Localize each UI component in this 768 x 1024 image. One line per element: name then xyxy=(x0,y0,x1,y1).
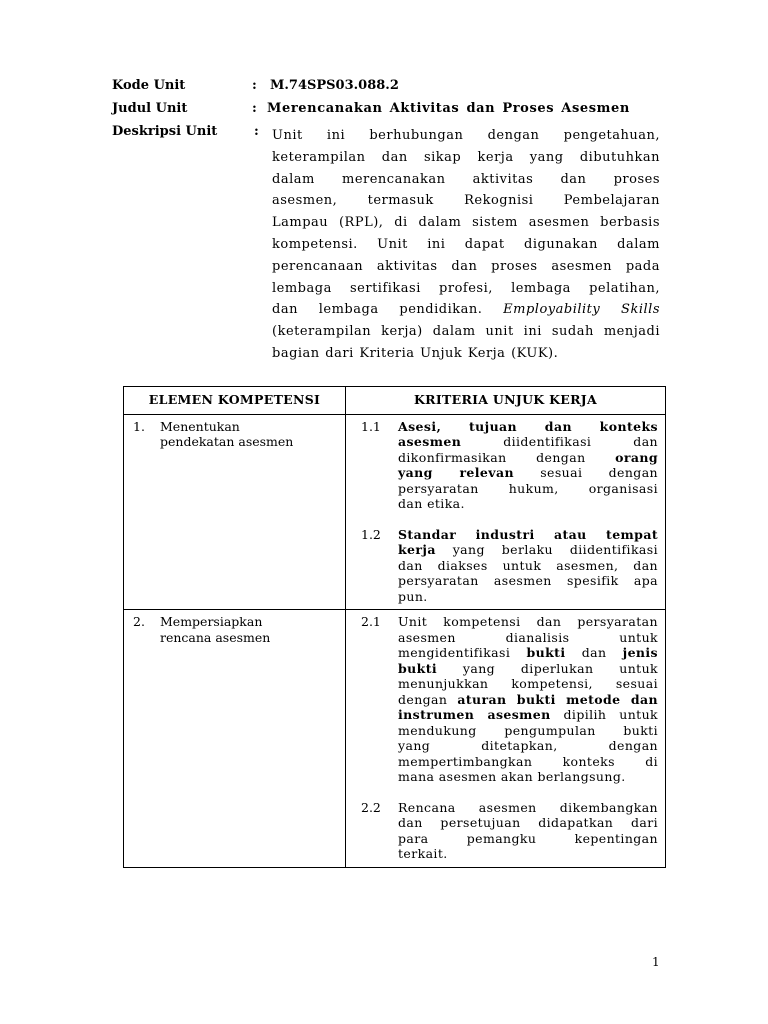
elemen-item xyxy=(125,416,344,454)
kuk-text-run: yang diperlukan untuk xyxy=(462,660,658,676)
kuk-bold-term: jenis xyxy=(622,645,658,660)
description-line: lembaga sertifikasi profesi, lembaga pelatihan, xyxy=(272,280,660,296)
kuk-text xyxy=(398,419,658,512)
kode-unit-colon: : xyxy=(252,78,257,93)
table-header-row xyxy=(124,387,666,415)
kuk-line: para pemangku kepentingan xyxy=(398,830,658,846)
kuk-bold-term: aturan bukti metode dan xyxy=(457,691,658,707)
elemen-text xyxy=(160,614,338,645)
kuk-number: 2.2 xyxy=(361,799,381,815)
description-text: dan lembaga pendidikan. xyxy=(272,302,483,318)
kuk-line: mendukung pengumpulan bukti xyxy=(398,722,658,738)
header-kriteria-unjuk-kerja: KRITERIA UNJUK KERJA xyxy=(346,387,666,415)
kuk-line: persyaratan hukum, organisasi xyxy=(398,480,658,496)
kuk-text-run: sesuai dengan xyxy=(540,465,658,480)
table-row xyxy=(124,610,666,868)
kuk-line xyxy=(398,645,658,661)
deskripsi-unit-label: Deskripsi Unit xyxy=(112,124,218,139)
kuk-line: menunjukkan kompetensi, sesuai xyxy=(398,676,658,691)
kuk-bold-term: bukti xyxy=(398,660,438,676)
kuk-item-1-2 xyxy=(347,524,664,609)
description-line: dalam merencanakan aktivitas dan proses xyxy=(272,171,660,187)
kuk-line xyxy=(398,527,658,543)
elemen-cell xyxy=(124,610,346,868)
kuk-item-2-2 xyxy=(347,797,664,866)
kuk-text-run: yang berlaku diidentifikasi xyxy=(452,542,658,557)
page-number: 1 xyxy=(652,955,660,969)
kuk-line: Rencana asesmen dikembangkan xyxy=(398,799,658,815)
elemen-line: pendekatan asesmen xyxy=(160,434,294,449)
kuk-line: pun. xyxy=(398,588,428,604)
kuk-line: Unit kompetensi dan persyaratan xyxy=(398,614,658,629)
kuk-text xyxy=(398,527,658,605)
description-line xyxy=(272,299,660,321)
elemen-line: Mempersiapkan xyxy=(160,614,263,629)
kuk-number: 1.2 xyxy=(361,526,381,542)
description-line: asesmen, termasuk Rekognisi Pembelajaran xyxy=(272,193,660,209)
kuk-line: terkait. xyxy=(398,846,448,861)
kuk-line xyxy=(398,692,658,708)
elemen-cell xyxy=(124,414,346,610)
kuk-number: 2.1 xyxy=(361,614,381,629)
kuk-line: dan diakses untuk asesmen, dan xyxy=(398,557,658,573)
kuk-line: dan persetujuan didapatkan dari xyxy=(398,815,658,830)
judul-unit-colon: : xyxy=(252,101,257,116)
table-row xyxy=(124,414,666,610)
description-line: keterampilan dan sikap kerja yang dibutuhkan xyxy=(272,149,660,165)
kuk-item-1-1 xyxy=(347,416,664,516)
description-line: Lampau (RPL), di dalam sistem asesmen berbasis xyxy=(272,215,660,231)
kuk-line: dan etika. xyxy=(398,496,465,511)
header-elemen-kompetensi: ELEMEN KOMPETENSI xyxy=(124,387,346,415)
judul-unit-label: Judul Unit xyxy=(112,101,188,116)
kuk-line: asesmen dianalisis untuk xyxy=(398,629,658,645)
description-line: (keterampilan kerja) dalam unit ini sudah menjadi xyxy=(272,324,660,340)
elemen-number: 1. xyxy=(133,418,145,434)
elemen-item xyxy=(125,611,344,649)
kuk-text-run: dan xyxy=(581,645,607,660)
elemen-line: rencana asesmen xyxy=(160,629,271,645)
kuk-text-run: dikonfirmasikan dengan xyxy=(398,449,586,465)
kuk-text xyxy=(398,800,658,862)
kuk-line xyxy=(398,419,658,435)
kuk-cell xyxy=(346,610,666,868)
deskripsi-unit-colon: : xyxy=(254,124,259,139)
description-italic-term: Employability Skills xyxy=(503,302,660,318)
description-line: Unit ini berhubungan dengan pengetahuan, xyxy=(272,128,660,143)
kuk-line: yang ditetapkan, dengan xyxy=(398,738,658,753)
kuk-line xyxy=(398,434,658,450)
kuk-line xyxy=(398,465,658,481)
kuk-bold-term: instrumen asesmen xyxy=(398,707,551,722)
kuk-bold-term: yang relevan xyxy=(398,465,514,480)
kode-unit-label: Kode Unit xyxy=(112,78,186,93)
kuk-line xyxy=(398,661,658,677)
elemen-line: Menentukan xyxy=(160,418,240,434)
unit-description xyxy=(272,125,660,365)
kuk-line xyxy=(398,707,658,723)
description-line: perencanaan aktivitas dan proses asesmen pada xyxy=(272,258,660,274)
kuk-text-run: diidentifikasi dan xyxy=(503,434,658,449)
kuk-bold-term: bukti xyxy=(526,645,566,660)
kuk-line xyxy=(398,542,658,558)
kuk-bold-term: orang xyxy=(615,449,658,465)
kuk-bold-term: Standar industri atau tempat xyxy=(398,526,658,542)
kuk-text xyxy=(398,614,658,785)
kuk-bold-term: Asesi, tujuan dan konteks xyxy=(398,418,658,434)
kuk-item-2-1 xyxy=(347,611,664,789)
kuk-line: mempertimbangkan konteks di xyxy=(398,753,658,769)
kuk-cell xyxy=(346,414,666,610)
competency-table xyxy=(123,386,666,868)
elemen-number: 2. xyxy=(133,614,145,629)
kuk-bold-term: kerja xyxy=(398,542,436,557)
kuk-line xyxy=(398,450,658,466)
kuk-text-run: dengan xyxy=(398,691,448,707)
kode-unit-value: M.74SPS03.088.2 xyxy=(270,78,399,93)
kuk-text-run: mengidentifikasi xyxy=(398,645,511,660)
elemen-text xyxy=(160,419,338,450)
kuk-bold-term: asesmen xyxy=(398,434,462,449)
kuk-text-run: dipilih untuk xyxy=(563,707,659,722)
kuk-line: persyaratan asesmen spesifik apa xyxy=(398,573,658,588)
kuk-number: 1.1 xyxy=(361,418,381,434)
description-line: bagian dari Kriteria Unjuk Kerja (KUK). xyxy=(272,345,559,361)
description-line: kompetensi. Unit ini dapat digunakan dalam xyxy=(272,236,660,252)
judul-unit-value: Merencanakan Aktivitas dan Proses Asesmen xyxy=(267,101,630,116)
kuk-line: mana asesmen akan berlangsung. xyxy=(398,769,626,784)
